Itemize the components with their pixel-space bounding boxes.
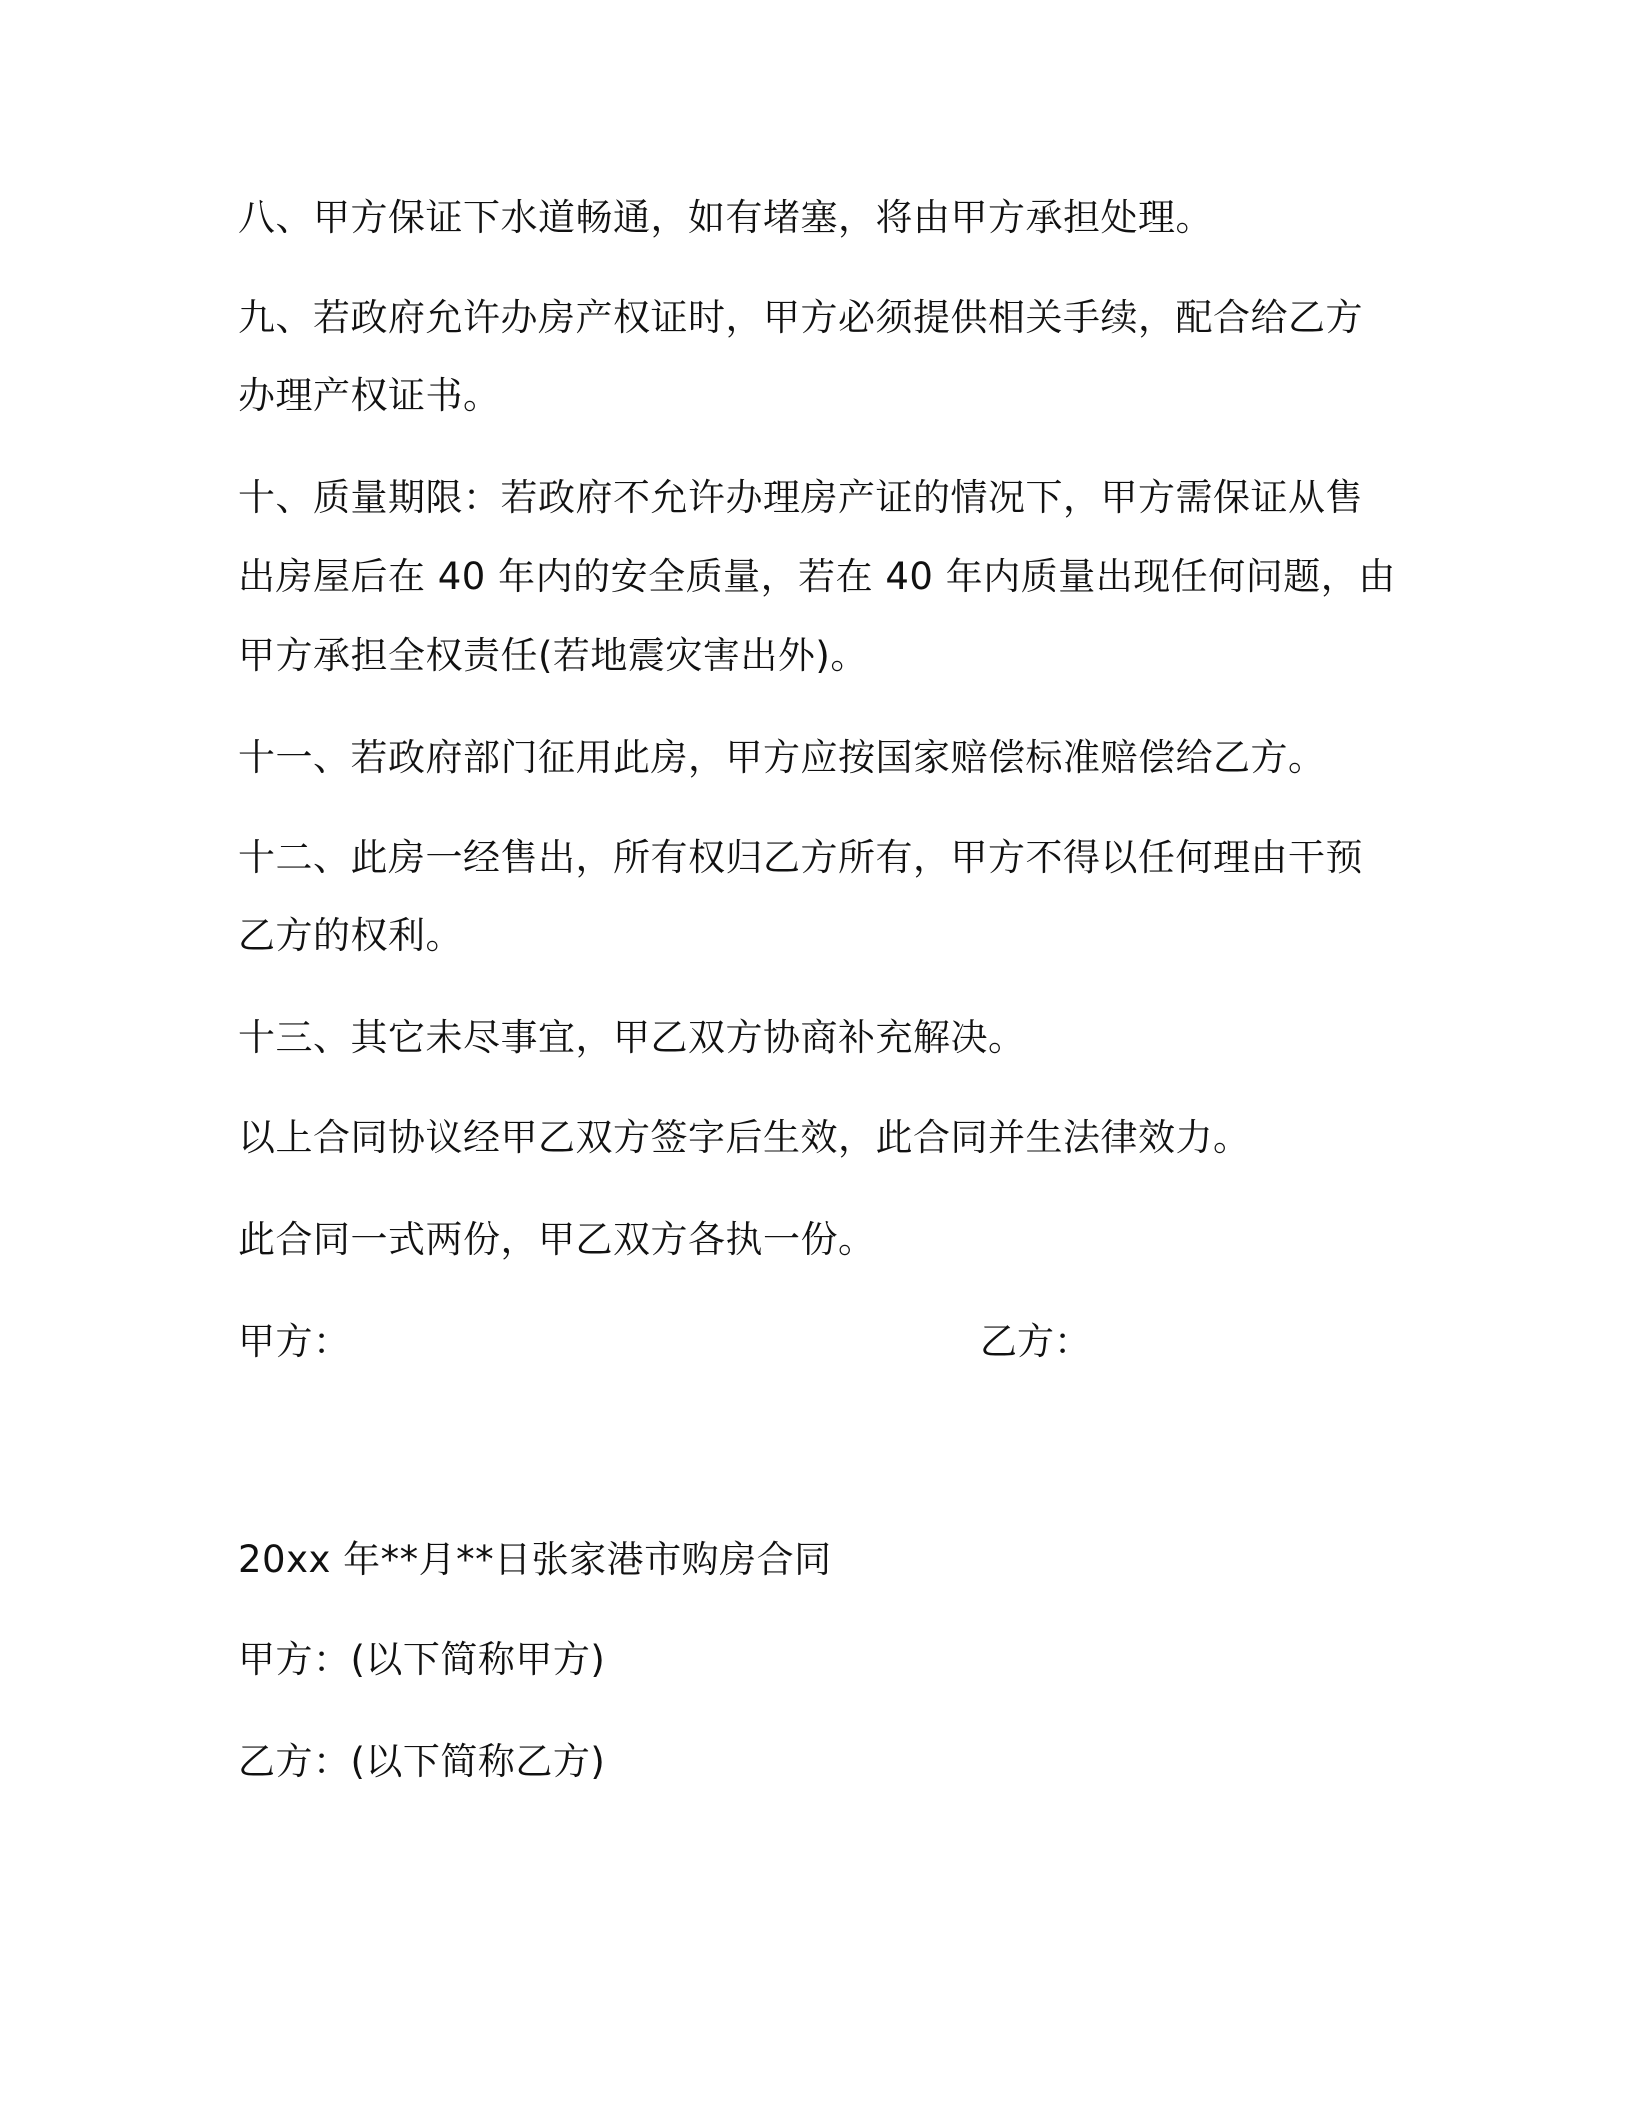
clause-11: 十一、若政府部门征用此房，甲方应按国家赔偿标准赔偿给乙方。 [238, 736, 1326, 779]
clause-10-line-3: 甲方承担全权责任(若地震灾害出外)。 [238, 634, 868, 677]
clause-12-line-1: 十二、此房一经售出，所有权归乙方所有，甲方不得以任何理由干预 [238, 836, 1363, 879]
signature-party-a: 甲方： [238, 1320, 351, 1363]
clause-10-line-1: 十、质量期限：若政府不允许办理房产证的情况下，甲方需保证从售 [238, 476, 1363, 519]
clause-13: 十三、其它未尽事宜，甲乙双方协商补充解决。 [238, 1016, 1026, 1059]
effective-statement: 以上合同协议经甲乙双方签字后生效，此合同并生法律效力。 [238, 1116, 1251, 1159]
clause-12-line-2: 乙方的权利。 [238, 914, 463, 957]
next-contract-party-a: 甲方：(以下简称甲方) [238, 1638, 606, 1681]
copies-statement: 此合同一式两份，甲乙双方各执一份。 [238, 1218, 876, 1261]
clause-9-line-2: 办理产权证书。 [238, 374, 501, 417]
signature-party-b: 乙方： [980, 1320, 1091, 1363]
next-contract-party-b: 乙方：(以下简称乙方) [238, 1740, 606, 1783]
clause-10-line-2: 出房屋后在 40 年内的安全质量，若在 40 年内质量出现任何问题，由 [238, 555, 1396, 598]
next-contract-title: 20xx 年**月**日张家港市购房合同 [238, 1538, 832, 1581]
clause-9-line-1: 九、若政府允许办房产权证时，甲方必须提供相关手续，配合给乙方 [238, 296, 1363, 339]
clause-8: 八、甲方保证下水道畅通，如有堵塞，将由甲方承担处理。 [238, 196, 1213, 239]
